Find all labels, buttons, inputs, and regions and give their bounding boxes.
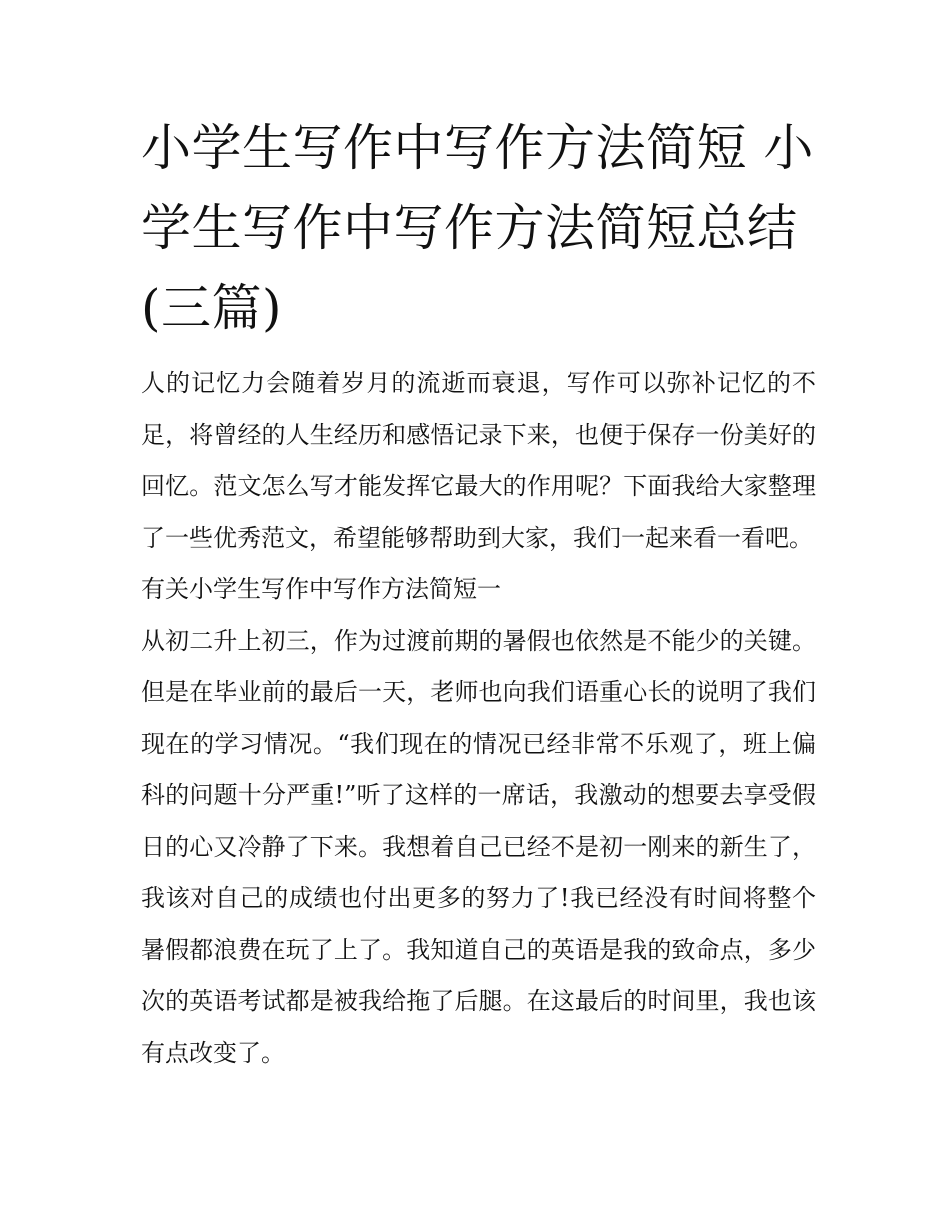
section-heading: 有关小学生写作中写作方法简短一: [141, 575, 501, 603]
document-page: [141, 108, 816, 1079]
intro-paragraph: 人的记忆力会随着岁月的流逝而衰退，写作可以弥补记忆的不足，将曾经的人生经历和感悟记录下来，也便于保存一份美好的回忆。范文怎么写才能发挥它最大的作用呢？下面我给大家整理了一些优秀范文，希望能够帮助到大家，我们一起来看一看吧。: [141, 369, 816, 552]
section-body-paragraph: 从初二升上初三，作为过渡前期的暑假也依然是不能少的关键。但是在毕业前的最后一天，老师也向我们语重心长的说明了我们现在的学习情况。“我们现在的情况已经非常不乐观了，班上偏科的问题十分严重!”听了这样的一席话，我激动的想要去享受假日的心又冷静了下来。我想着自己已经不是初一刚来的新生了，我该对自己的成绩也付出更多的努力了!我已经没有时间将整个暑假都浪费在玩了上了。我知道自己的英语是我的致命点，多少次的英语考试都是被我给拖了后腿。在这最后的时间里，我也该有点改变了。: [141, 626, 816, 1067]
document-title: 小学生写作中写作方法简短 小学生写作中写作方法简短总结(三篇): [141, 119, 814, 337]
